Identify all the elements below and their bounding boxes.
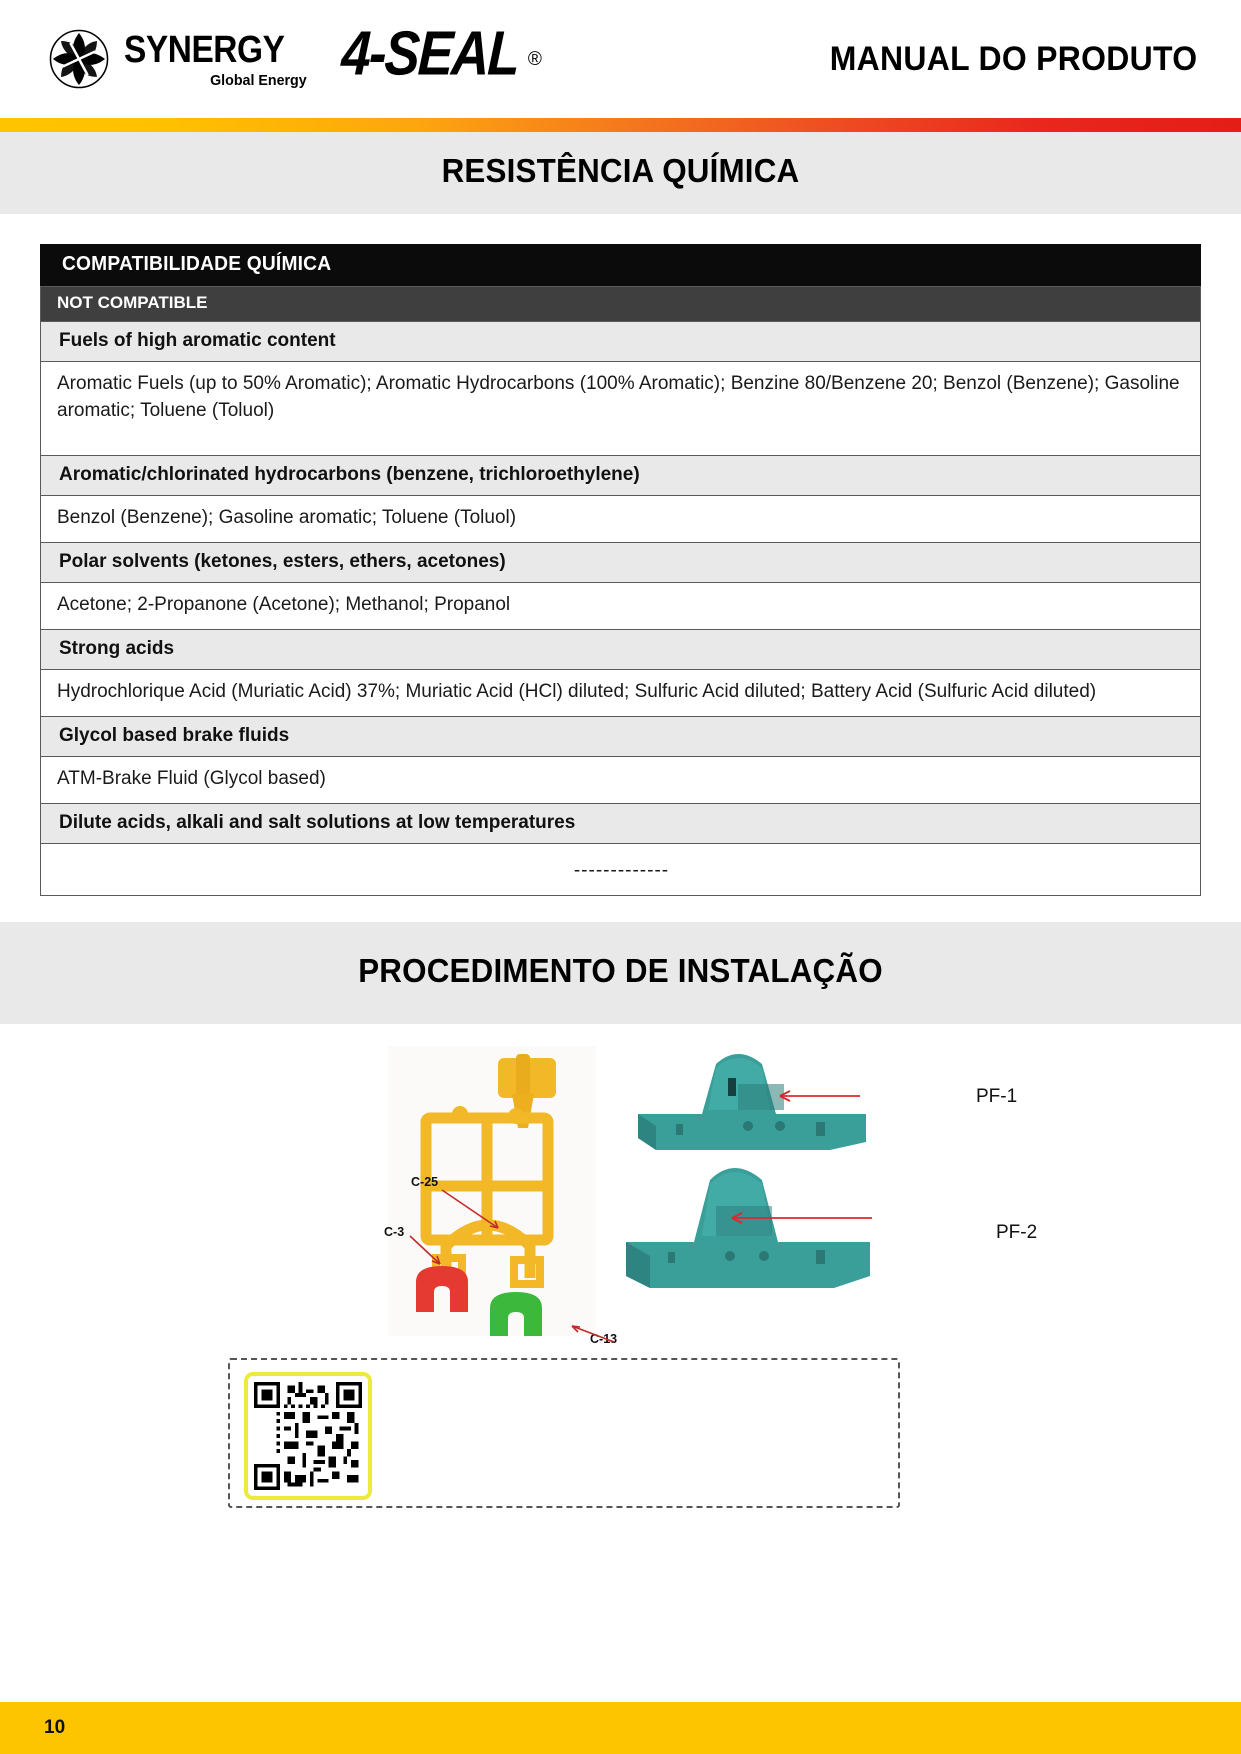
header-gradient-divider: [0, 118, 1241, 132]
category-cell: Glycol based brake fluids: [41, 716, 1201, 756]
page-header: [0, 0, 1241, 118]
section-band-installation: [0, 922, 1241, 1024]
table-row: [41, 803, 1201, 843]
value-cell: Acetone; 2-Propanone (Acetone); Methanol; Propanol: [41, 582, 1201, 629]
compatibility-block-title: COMPATIBILIDADE QUÍMICA: [62, 253, 332, 275]
page-footer: [0, 1702, 1241, 1754]
page-title: MANUAL DO PRODUTO: [829, 39, 1198, 78]
category-cell: Strong acids: [41, 629, 1201, 669]
synergy-wordmark: [124, 28, 307, 89]
chemical-compatibility-block: [0, 214, 1241, 922]
table-row: [41, 542, 1201, 582]
category-cell: Dilute acids, alkali and salt solutions at low temperatures: [41, 803, 1201, 843]
table-row: [41, 287, 1201, 322]
table-row: [41, 756, 1201, 803]
section-title-chemical-resistance: RESISTÊNCIA QUÍMICA: [441, 152, 800, 189]
callout-label-c25: C-25: [411, 1175, 439, 1189]
brand-name: SYNERGY: [124, 28, 285, 71]
registered-trademark-icon: ®: [527, 48, 542, 70]
product-logo-text: 4-SEAL: [340, 18, 520, 89]
photo-yellow-clip-assembly: [388, 1046, 596, 1336]
section-band-chemical-resistance: [0, 132, 1241, 214]
value-cell: Hydrochlorique Acid (Muriatic Acid) 37%; Muriatic Acid (HCl) diluted; Sulfuric Acid diluted; Battery Acid (Sulfuric Acid diluted): [41, 669, 1201, 716]
compatibility-block-header: [40, 244, 1201, 286]
synergy-logo: [48, 28, 306, 90]
table-row: [41, 669, 1201, 716]
table-row: [41, 496, 1201, 543]
photo-teal-parts: [620, 1030, 980, 1330]
callout-label-c13: C-13: [590, 1332, 618, 1346]
status-header-cell: NOT COMPATIBLE: [41, 287, 1201, 322]
page-number: 10: [44, 1717, 66, 1738]
qr-code-container: [228, 1358, 900, 1508]
brand-tagline: Global Energy: [209, 71, 307, 89]
table-row: [41, 582, 1201, 629]
value-cell: -------------: [41, 843, 1201, 895]
table-row: [41, 362, 1201, 456]
callout-label-pf2: PF-2: [996, 1222, 1038, 1243]
value-cell: Aromatic Fuels (up to 50% Aromatic); Aromatic Hydrocarbons (100% Aromatic); Benzine 80/Benzene 20; Benzol (Benzene); Gasoline aromatic; Toluene (Toluol): [41, 362, 1201, 456]
chemical-compatibility-table: [40, 286, 1201, 896]
value-cell: ATM-Brake Fluid (Glycol based): [41, 756, 1201, 803]
callout-arrow-pf1: [780, 1091, 860, 1101]
table-row: [41, 456, 1201, 496]
table-row: [41, 629, 1201, 669]
teal-part-pf2: [626, 1168, 870, 1288]
qr-code-frame[interactable]: [244, 1372, 372, 1500]
teal-part-pf1: [638, 1054, 866, 1150]
product-logo: [340, 18, 542, 90]
section-title-installation: PROCEDIMENTO DE INSTALAÇÃO: [358, 951, 883, 989]
callout-label-c3: C-3: [384, 1225, 405, 1239]
table-row: [41, 843, 1201, 895]
value-cell: Benzol (Benzene); Gasoline aromatic; Toluene (Toluol): [41, 496, 1201, 543]
callout-label-pf1: PF-1: [976, 1086, 1018, 1107]
qr-code-icon[interactable]: [254, 1382, 362, 1490]
category-cell: Polar solvents (ketones, esters, ethers, acetones): [41, 542, 1201, 582]
synergy-pinwheel-icon: [48, 28, 110, 90]
category-cell: Fuels of high aromatic content: [41, 322, 1201, 362]
category-cell: Aromatic/chlorinated hydrocarbons (benzene, trichloroethylene): [41, 456, 1201, 496]
table-row: [41, 322, 1201, 362]
table-row: [41, 716, 1201, 756]
